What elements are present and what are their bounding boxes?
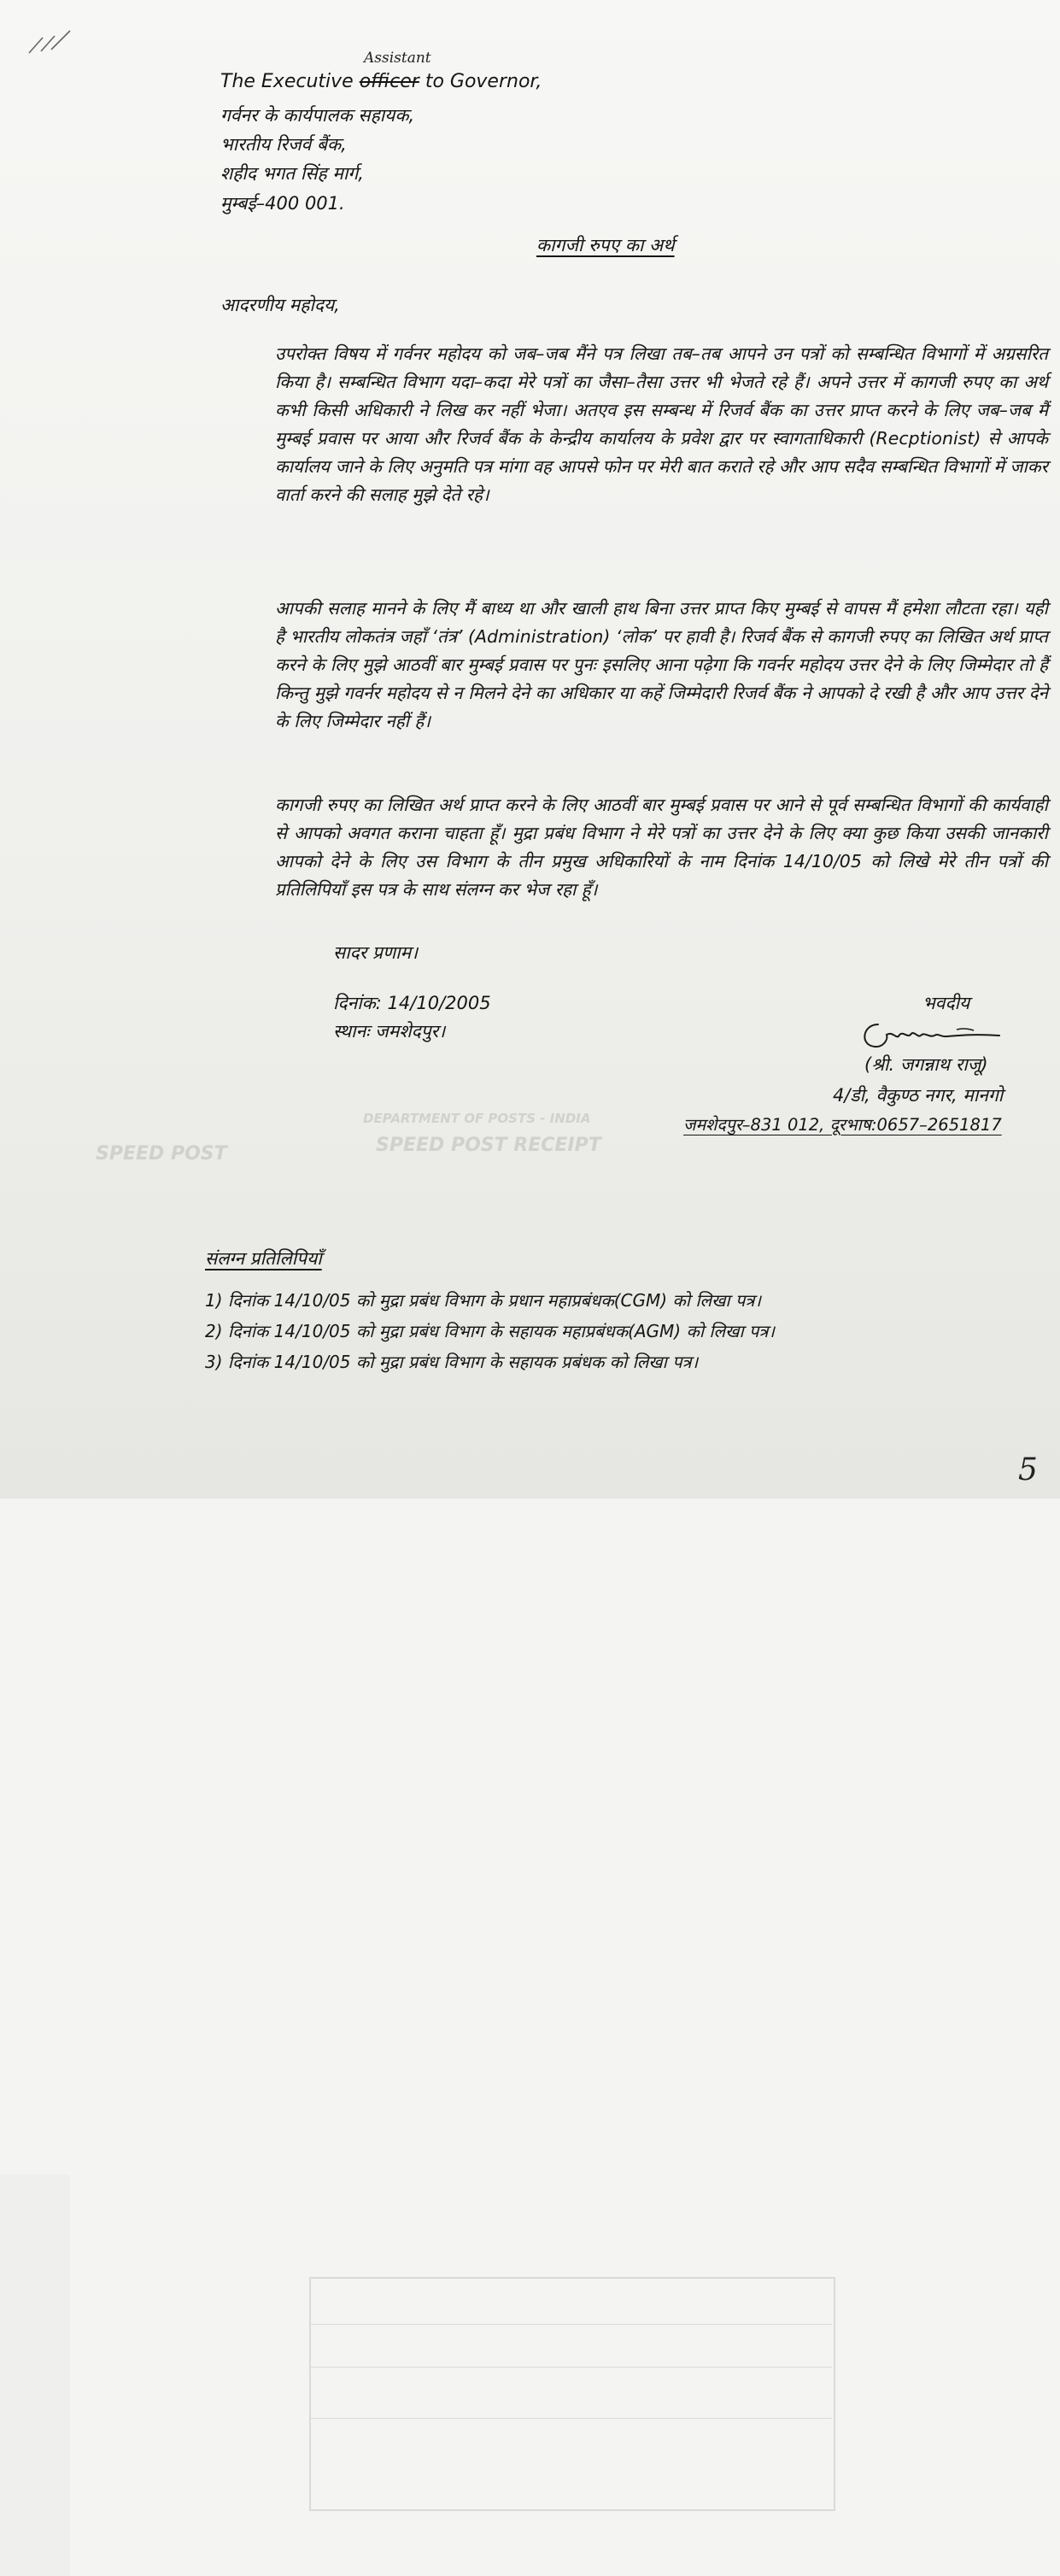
body-paragraph-1: उपरोक्त विषय में गर्वनर महोदय को जब–जब मैंने पत्र लिखा तब–तब आपने उन पत्रों को सम्बन्धित विभागों में अग्रसरित किया है। सम्बन्धित विभाग यदा–कदा मेरे पत्रों का जैसा–तैसा उत्तर भी भेजते रहे हैं। अपने उत्तर में कागजी रुपए का अर्थ कभी किसी अधिकारी ने लिख कर नहीं भेजा। अतएव इस सम्बन्ध में रिजर्व बैंक का उत्तर प्राप्त करने के लिए जब–जब मैं मुम्बई प्रवास पर आया और रिजर्व बैंक के केन्द्रीय कार्यालय के प्रवेश द्वार पर स्वागताधिकारी (Recptionist) से आपके कार्यालय जाने के लिए अनुमति पत्र मांगा वह आपसे फोन पर मेरी बात कराते रहे और आप सदैव सम्बन्धित विभागों में जाकर वार्ता करने की सलाह मुझे देते रहे। — [275, 343, 1048, 505]
show-through-form-box — [309, 2277, 835, 2511]
signature-scribble — [854, 1012, 1008, 1055]
page-number: 5 — [1018, 1452, 1038, 1488]
show-through-receipt-title: SPEED POST RECEIPT — [376, 1135, 601, 1156]
closing-greeting: सादर प्रणाम। — [333, 942, 419, 963]
sender-address-2: जमशेदपुर–831 012, दूरभाष:0657–2651817 — [683, 1115, 1002, 1135]
enclosure-item-2: 2) दिनांक 14/10/05 को मुद्रा प्रबंध विभाग के सहायक महाप्रबंधक(AGM) को लिखा पत्र। — [205, 1321, 775, 1341]
enclosures-heading: संलग्न प्रतिलिपियाँ — [205, 1248, 322, 1269]
letter-date: दिनांक: 14/10/2005 — [333, 993, 491, 1013]
recipient-line-2: गर्वनर के कार्यपालक सहायक, — [220, 105, 415, 126]
struck-word: officer — [359, 71, 419, 92]
sender-name: (श्री. जगन्नाथ राजू) — [864, 1054, 988, 1075]
letter-place: स्थानः जमशेदपुर। — [333, 1021, 446, 1042]
body-paragraph-2: आपकी सलाह मानने के लिए मैं बाध्य था और खाली हाथ बिना उत्तर प्राप्त किए मुम्बई से वापस मैं हमेशा लौटता रहा। यही है भारतीय लोकतंत्र जहाँ ‘तंत्र’ (Administration) ‘लोक’ पर हावी है। रिजर्व बैंक से कागजी रुपए का लिखित अर्थ प्राप्त करने के लिए मुझे आठवीं बार मुम्बई प्रवास पर पुनः इसलिए आना पढ़ेगा कि गवर्नर महोदय उत्तर देने के लिए जिम्मेदार तो हैं किन्तु मुझे गवर्नर महोदय से न मिलने देने का अधिकार या कहें जिम्मेदारी रिजर्व बैंक ने आपको दे रखी है और आप उत्तर देने के लिए जिम्मेदार नहीं हैं। — [275, 598, 1048, 731]
enclosure-item-1: 1) दिनांक 14/10/05 को मुद्रा प्रबंध विभाग के प्रधान महाप्रबंधक(CGM) को लिखा पत्र। — [205, 1290, 761, 1311]
subject-heading: कागजी रुपए का अर्थ — [536, 235, 675, 255]
show-through-form-line — [309, 2418, 832, 2419]
recipient-line-5: मुम्बई–400 001. — [220, 193, 345, 214]
salutation: आदरणीय महोदय, — [220, 295, 340, 315]
show-through-speed-post: SPEED POST — [96, 1143, 227, 1165]
sender-address-1: 4/डी, वैकुण्ठ नगर, मानगो — [833, 1085, 1004, 1106]
corner-scribble — [26, 26, 77, 60]
recipient-title-prefix: The Executive — [220, 71, 360, 92]
recipient-title-suffix: to Governor, — [419, 71, 542, 92]
recipient-line-4: शहीद भगत सिंह मार्ग, — [220, 163, 364, 184]
recipient-line-1 — [220, 70, 542, 94]
recipient-line-3: भारतीय रिजर्व बैंक, — [220, 134, 347, 155]
enclosure-item-3: 3) दिनांक 14/10/05 को मुद्रा प्रबंध विभाग के सहायक प्रबंधक को लिखा पत्र। — [205, 1352, 699, 1372]
show-through-department: DEPARTMENT OF POSTS - INDIA — [363, 1111, 591, 1126]
signature — [854, 1012, 1008, 1055]
show-through-form-line — [309, 2324, 832, 2325]
show-through-form-line — [309, 2367, 832, 2368]
body-paragraph-3: कागजी रुपए का लिखित अर्थ प्राप्त करने के लिए आठवीं बार मुम्बई प्रवास पर आने से पूर्व सम्बन्धित विभागों की कार्यवाही से आपको अवगत कराना चाहता हूँ। मुद्रा प्रबंध विभाग ने मेरे पत्रों का उत्तर देने के लिए क्या कुछ किया उसकी जानकारी आपको देने के लिए उस विभाग के तीन प्रमुख अधिकारियों के नाम दिनांक 14/10/05 को लिखे मेरे तीन पत्रों की प्रतिलिपियाँ इस पत्र के साथ संलग्न कर भेज रहा हूँ। — [275, 795, 1048, 900]
valediction: भवदीय — [922, 993, 970, 1013]
handwritten-correction: Assistant — [364, 50, 431, 67]
show-through-strip — [0, 2174, 70, 2576]
